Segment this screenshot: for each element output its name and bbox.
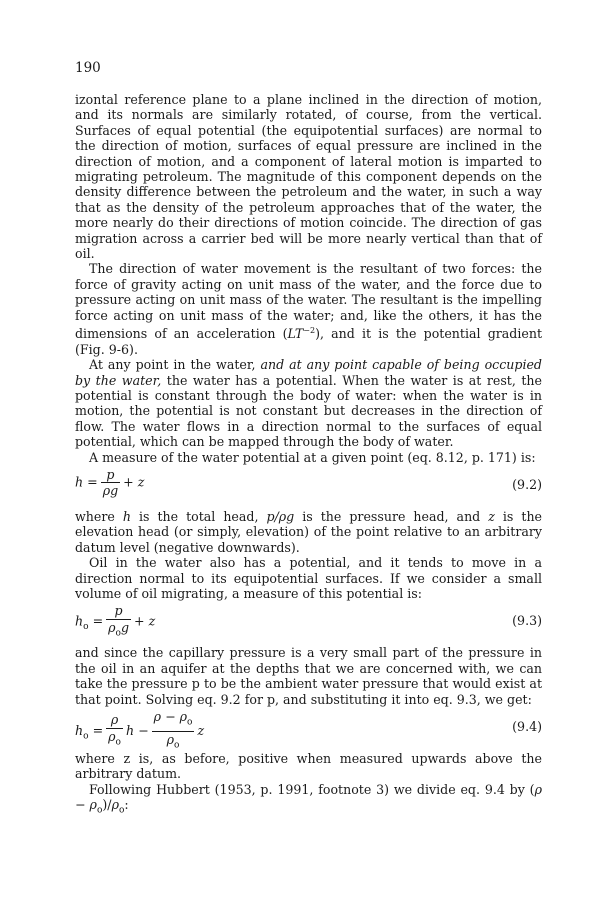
paragraph-9: Following Hubbert (1953, p. 1991, footnote 3) we divide eq. 9.4 by $(\rho - \rho_o)/\rho_o$: bbox=[75, 781, 542, 816]
paragraph-2: The direction of water movement is the resultant of two forces: the force of gravity acting on unit mass of the water, and the force due to pressure acting on unit mass of the water. The resultant is the impelling force acting on unit mass of the water; and, like the others, it has the dimensions of an acceleration $(LT^{-2})$, and it is the potential gradient (Fig. 9-6). bbox=[75, 261, 542, 357]
equation-9-3-body: $h_o$ = $\frac{p}{\rho_og}$ + z bbox=[75, 603, 155, 641]
equation-9-4 bbox=[75, 709, 542, 751]
equation-9-2-number: (9.2) bbox=[512, 476, 542, 492]
paragraph-5: where h is the total head, p/ρg is the pressure head, and z is the elevation head (or simply, elevation) of the point relative to an arbitrary datum level (negative downwards). bbox=[75, 508, 543, 555]
equation-9-3 bbox=[75, 603, 542, 641]
equation-9-4-body: $h_o$ = $\frac{\rho}{\rho_o}$ h − $\frac{\rho - \rho_o}{\rho_o}$ z bbox=[75, 709, 204, 754]
paragraph-1: izontal reference plane to a plane inclined in the direction of motion, and its normals are similarly rotated, of course, from the vertical. Surfaces of equal potential (the equipotential surfaces) are normal to the direction of motion, surfaces of equal pressure are inclined in the direction of motion, and a component of lateral motion is imparted to migrating petroleum. The magnitude of this component depends on the density difference between the petroleum and the water, in such a way that as the density of the petroleum approaches that of the water, the more nearly do their directions of motion coincide. The direction of gas migration across a carrier bed will be more nearly vertical than that of oil. bbox=[75, 92, 542, 262]
equation-9-4-number: (9.4) bbox=[512, 719, 542, 734]
page-number: 190 bbox=[75, 60, 101, 76]
paragraph-7: and since the capillary pressure is a very small part of the pressure in the oil in an aquifer at the depths that we are concerned with, we can take the pressure p to be the ambient water pressure that would exist at that point. Solving eq. 9.2 for p, and substituting it into eq. 9.3, we get: bbox=[75, 645, 542, 707]
equation-9-2-body: h = $\frac{p}{\rho g}$ + z bbox=[75, 466, 145, 499]
paragraph-3: At any point in the water, and at any point capable of being occupied by the water, the water has a potential. When the water is at rest, the potential is constant through the body of water: when the water is in motion, the potential is not constant but decreases in the direction of flow. The water flows in a direction normal to the surfaces of equal potential, which can be mapped through the body of water. bbox=[75, 357, 543, 450]
equation-9-3-number: (9.3) bbox=[512, 613, 542, 629]
paragraph-8: where z is, as before, positive when measured upwards above the arbitrary datum. bbox=[75, 751, 542, 782]
equation-9-2 bbox=[75, 467, 542, 505]
body-text bbox=[75, 92, 542, 819]
paragraph-4: A measure of the water potential at a given point (eq. 8.12, p. 171) is: bbox=[89, 449, 536, 465]
paragraph-6: Oil in the water also has a potential, and it tends to move in a direction normal to its equipotential surfaces. If we consider a small volume of oil migrating, a measure of this potential is: bbox=[75, 555, 542, 601]
